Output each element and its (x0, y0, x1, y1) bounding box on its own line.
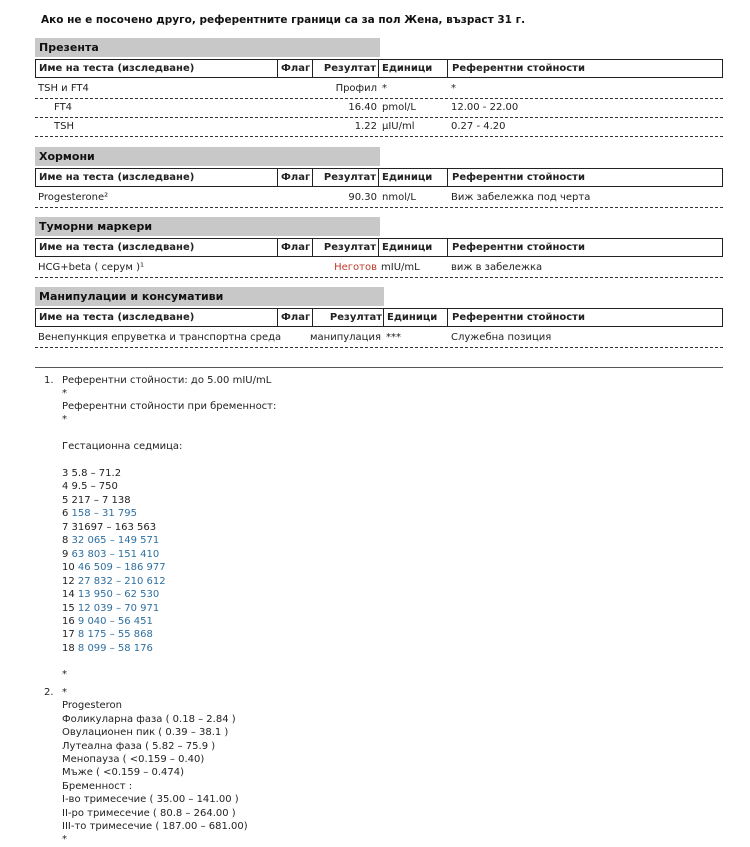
footnote1-star: * (62, 388, 67, 399)
gestation-week-row (62, 548, 159, 561)
week-range: 9 040 – 56 451 (77, 615, 153, 627)
week-range: 8 175 – 55 868 (77, 629, 153, 641)
gestation-week-row (62, 642, 153, 655)
week-number: 17 (62, 629, 78, 641)
cell-test: Progesterone² (38, 192, 109, 203)
footnote1-line: Референтни стойности при бременност: (62, 401, 277, 412)
cell-result: Профил (335, 83, 377, 94)
week-range: 13 950 – 62 530 (77, 589, 160, 601)
week-number: 4 (62, 481, 72, 493)
footnote1-star: * (62, 414, 67, 425)
gestation-week-row (62, 507, 137, 520)
cell-units: µIU/ml (382, 121, 415, 132)
week-range: 27 832 – 210 612 (77, 575, 166, 587)
table-row (35, 99, 723, 118)
table-header-hormones (35, 168, 723, 187)
footnote2-line: Овулационен пик ( 0.39 – 38.1 ) (62, 727, 229, 739)
table-row (35, 189, 723, 208)
footnote2-line: Лутеална фаза ( 5.82 – 75.9 ) (62, 740, 216, 752)
cell-test: FT4 (54, 102, 73, 113)
gestation-week-row (62, 628, 153, 641)
table-row (35, 259, 723, 278)
cell-reference: Служебна позиция (451, 332, 552, 343)
week-range: 12 039 – 70 971 (77, 602, 160, 614)
col-test: Име на теста (изследване) (39, 312, 195, 323)
table-row (35, 118, 723, 137)
footnote1-star: * (62, 669, 67, 680)
footnote2-line: Мъже ( <0.159 – 0.474) (62, 767, 185, 779)
footnote2-line: Progesteron (62, 700, 122, 712)
table-header-presenta (35, 59, 723, 78)
week-range: 46 509 – 186 977 (77, 562, 166, 574)
week-range: 63 803 – 151 410 (71, 548, 160, 560)
col-reference: Референтни стойности (452, 312, 585, 323)
col-flag: Флаг (281, 63, 311, 74)
cell-reference: 0.27 - 4.20 (451, 121, 506, 132)
col-test: Име на теста (изследване) (39, 172, 195, 183)
cell-units: nmol/L (382, 192, 416, 203)
col-result: Резултат (329, 312, 382, 323)
gestation-week-row (62, 521, 156, 534)
week-range: 158 – 31 795 (71, 508, 137, 520)
col-result: Резултат (323, 172, 376, 183)
cell-result: 16.40 (348, 102, 377, 113)
footnote-number-2: 2. (44, 687, 54, 698)
week-range: 5.8 – 71.2 (71, 468, 122, 479)
cell-units: *** (386, 332, 401, 343)
col-units: Единици (382, 242, 433, 253)
col-units: Единици (382, 172, 433, 183)
table-header-tumor (35, 238, 723, 257)
col-flag: Флаг (281, 172, 311, 183)
col-result: Резултат (323, 63, 376, 74)
cell-reference: виж в забележка (451, 262, 543, 273)
footnote1-line: Референтни стойности: до 5.00 mIU/mL (62, 375, 272, 386)
week-range: 31697 – 163 563 (71, 521, 157, 533)
col-flag: Флаг (281, 242, 311, 253)
footnote2-line: I-во тримесечие ( 35.00 – 141.00 ) (62, 794, 239, 806)
col-units: Единици (382, 63, 433, 74)
gestation-week-row (62, 467, 121, 480)
cell-result: 1.22 (354, 121, 377, 132)
cell-reference: 12.00 - 22.00 (451, 102, 519, 113)
cell-result-pending: Неготов (334, 262, 377, 273)
section-title-hormones: Хормони (35, 147, 380, 166)
gestation-week-row (62, 588, 159, 601)
week-number: 18 (62, 642, 78, 654)
gestation-week-row (62, 534, 159, 547)
cell-test: Венепункция епруветка и транспортна среда (38, 332, 282, 343)
cell-result: 90.30 (348, 192, 377, 203)
footnotes-divider (35, 367, 723, 368)
week-number: 3 (62, 468, 72, 479)
cell-reference: Виж забележка под черта (451, 192, 591, 203)
table-row (35, 329, 723, 348)
col-reference: Референтни стойности (452, 242, 585, 253)
footnote2-line: II-ро тримесечие ( 80.8 – 264.00 ) (62, 807, 236, 819)
gestation-week-row (62, 480, 118, 493)
week-range: 8 099 – 58 176 (77, 642, 153, 654)
week-number: 10 (62, 562, 78, 574)
week-number: 12 (62, 575, 78, 587)
col-flag: Флаг (281, 312, 311, 323)
cell-reference: * (451, 83, 456, 94)
gestation-week-row (62, 494, 131, 507)
week-number: 8 (62, 535, 72, 547)
week-number: 7 (62, 521, 72, 533)
cell-units: pmol/L (382, 102, 416, 113)
table-row (35, 80, 723, 99)
section-title-presenta: Презента (35, 38, 380, 57)
cell-test: HCG+beta ( серум )¹ (38, 262, 144, 273)
section-title-tumor-markers: Туморни маркери (35, 217, 380, 236)
cell-test: TSH и FT4 (38, 83, 89, 94)
gestation-week-row (62, 575, 166, 588)
footnote-number-1: 1. (44, 375, 54, 386)
gestation-week-row (62, 561, 166, 574)
week-range: 32 065 – 149 571 (71, 535, 160, 547)
footnote1-line: Гестационна седмица: (62, 441, 183, 452)
gestation-week-row (62, 602, 159, 615)
col-test: Име на теста (изследване) (39, 63, 195, 74)
cell-test: TSH (54, 121, 74, 132)
table-header-manipulations (35, 308, 723, 327)
footnote2-line: Бременност : (62, 780, 133, 792)
week-number: 15 (62, 602, 78, 614)
footnote2-line: III-то тримесечие ( 187.00 – 681.00) (62, 821, 248, 832)
week-range: 217 – 7 138 (71, 494, 131, 506)
col-reference: Референтни стойности (452, 63, 585, 74)
week-number: 5 (62, 494, 72, 506)
col-reference: Референтни стойности (452, 172, 585, 183)
col-units: Единици (387, 312, 438, 323)
reference-notice: Ако не е посочено друго, референтните граници са за пол Жена, възраст 31 г. (41, 14, 526, 26)
footnote2-line: * (62, 687, 67, 698)
cell-result: манипулация (309, 332, 381, 343)
week-number: 6 (62, 508, 72, 520)
week-range: 9.5 – 750 (71, 481, 118, 493)
section-title-manipulations: Манипулации и консумативи (35, 287, 384, 306)
week-number: 16 (62, 615, 78, 627)
gestation-week-row (62, 615, 153, 628)
footnote2-line: * (62, 834, 67, 846)
week-number: 9 (62, 548, 72, 560)
footnote2-line: Фоликуларна фаза ( 0.18 – 2.84 ) (62, 713, 236, 725)
cell-units: * (382, 83, 387, 94)
col-test: Име на теста (изследване) (39, 242, 195, 253)
cell-units: mIU/mL (381, 262, 420, 273)
week-number: 14 (62, 589, 78, 601)
col-result: Резултат (323, 242, 376, 253)
footnote2-line: Менопауза ( <0.159 – 0.40) (62, 754, 205, 765)
